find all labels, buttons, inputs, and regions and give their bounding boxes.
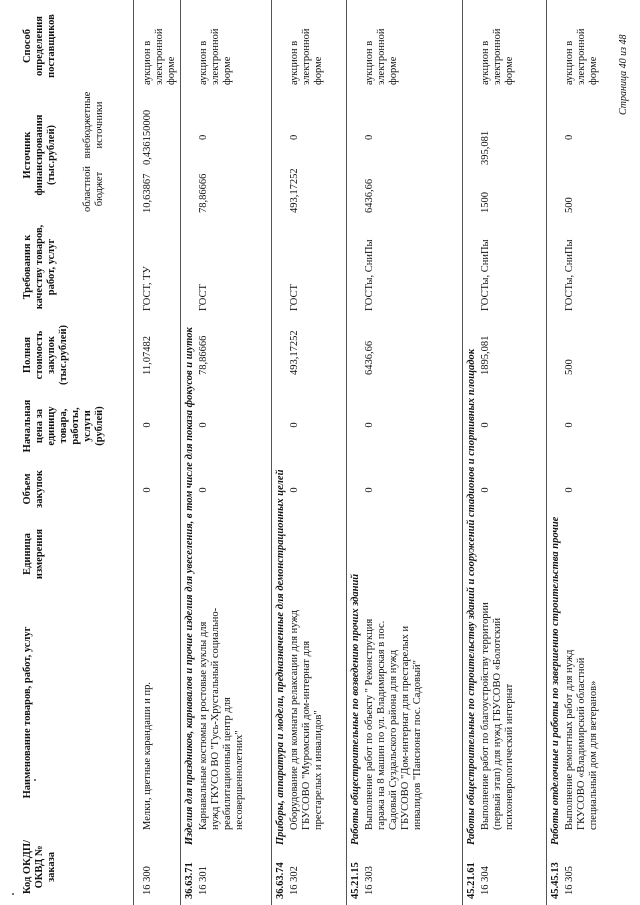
table-row-regional: 78,86666 bbox=[198, 173, 209, 213]
row-divider bbox=[346, 0, 347, 905]
table-row-volume: 0 bbox=[289, 487, 300, 493]
table-row-price: 0 bbox=[289, 422, 300, 428]
row-divider bbox=[546, 0, 547, 905]
table-row-code: 16 303 bbox=[364, 866, 375, 895]
section-title: Работы общестроительные по строительству зданий и сооружений стадионов и спортивных площадок bbox=[466, 348, 477, 845]
table-row-volume: 0 bbox=[564, 487, 575, 493]
table-row-requirements: ГОСТы, СниПы bbox=[364, 239, 375, 311]
section-title: Приборы, аппаратура и модели, предназначенные для демонстрационных целей bbox=[275, 469, 286, 845]
header-unit-price: Начальная цена за единицу товара, работы, услуги (рублей) bbox=[22, 399, 105, 453]
header-total-cost: Полная стоимость закупок (тыс.рублей) bbox=[22, 324, 69, 386]
table-row-method: аукцион в электронной форме bbox=[289, 28, 324, 85]
row-divider bbox=[271, 0, 272, 905]
table-row-volume: 0 bbox=[364, 487, 375, 493]
table-row-requirements: ГОСТ bbox=[289, 284, 300, 311]
row-divider bbox=[180, 0, 181, 905]
section-code: 36.63.74 bbox=[275, 862, 286, 899]
table-row-extra: 0 bbox=[564, 134, 575, 140]
row-divider bbox=[462, 0, 463, 905]
table-row-regional: 500 bbox=[564, 197, 575, 213]
page-number: Страница 40 из 48 bbox=[618, 34, 629, 115]
table-row-extra: 395,081 bbox=[480, 130, 491, 165]
row-divider bbox=[133, 0, 134, 905]
table-row-method: аукцион в электронной форме bbox=[142, 28, 177, 85]
table-row-requirements: ГОСТ bbox=[198, 284, 209, 311]
table-row-extra: 0 bbox=[364, 134, 375, 140]
table-row-extra: 0,436150000 bbox=[142, 109, 153, 165]
section-code: 45.45.13 bbox=[550, 862, 561, 899]
table-row-code: 16 300 bbox=[142, 866, 153, 895]
table-row-total: 78,86666 bbox=[198, 335, 209, 375]
table-row-volume: 0 bbox=[480, 487, 491, 493]
header-volume: Объем закупок bbox=[22, 470, 45, 508]
section-code: 45.21.61 bbox=[466, 862, 477, 899]
section-title: Изделия для праздников, карнавалов и прочие изделия для увеселения, в том числе для показа фокусов и шуток bbox=[184, 327, 195, 845]
table-row-name: Карнавальные костюмы и ростовые куклы для нужд ГКУСО ВО "Гусь-Хрустальный социально-реабилитационный центр для несовершеннолетних" bbox=[198, 607, 245, 830]
header-unit: Единица измерения bbox=[22, 528, 45, 580]
table-row-requirements: ГОСТ, ТУ bbox=[142, 266, 153, 311]
table-row-total: 493,17252 bbox=[289, 330, 300, 375]
table-row-price: 0 bbox=[480, 422, 491, 428]
table-row-price: 0 bbox=[364, 422, 375, 428]
table-row-method: аукцион в электронной форме bbox=[198, 28, 233, 85]
section-code: 36.63.71 bbox=[184, 862, 195, 899]
header-code: Код ОКДП/ ОКВД № заказа bbox=[22, 839, 57, 895]
header-funding: Источник финансирования (тыс.рублей) bbox=[22, 114, 57, 196]
header-name: Наименование товаров, работ, услуг bbox=[22, 626, 33, 799]
table-row-regional: 6436,66 bbox=[364, 178, 375, 213]
header-requirements: Требования к качеству товаров, работ, услуг bbox=[22, 224, 57, 310]
table-row-extra: 0 bbox=[289, 134, 300, 140]
table-row-code: 16 304 bbox=[480, 866, 491, 895]
table-row-name: Выполнение ремонтных работ для нужд ГКУСОВО «Владимирский областной специальный дом для ветеранов» bbox=[564, 649, 599, 830]
table-row-total: 1895,081 bbox=[480, 335, 491, 375]
table-row-total: 6436,66 bbox=[364, 340, 375, 375]
table-row-extra: 0 bbox=[198, 134, 209, 140]
table-row-name: Мелки, цветные карандаши и пр. bbox=[142, 682, 153, 830]
table-row-volume: 0 bbox=[142, 487, 153, 493]
table-row-code: 16 301 bbox=[198, 866, 209, 895]
table-row-code: 16 305 bbox=[564, 866, 575, 895]
table-row-code: 16 302 bbox=[289, 866, 300, 895]
table-row-requirements: ГОСТы, СниПы bbox=[480, 239, 491, 311]
table-row-price: 0 bbox=[198, 422, 209, 428]
section-title: Работы отделочные и работы по завершению строительства прочие bbox=[550, 516, 561, 845]
table-row-name: Выполнение работ по благоустройству территории (первый этап) для нужд ГБУСОВО «Болотский психоневрологический интернат bbox=[480, 602, 515, 830]
table-row-volume: 0 bbox=[198, 487, 209, 493]
table-row-regional: 10,63867 bbox=[142, 173, 153, 213]
table-row-requirements: ГОСТы, СниПы bbox=[564, 239, 575, 311]
section-title: Работы общестроительные по возведению прочих зданий bbox=[350, 573, 361, 845]
table-row-name: Выполнение работ по объекту " Реконструкция гаража на 8 машин по ул. Владимирская в пос. Садовый Суздальского района для нужд ГБУСОВО "Дом-интернат для престарелых и инвалидов "Пансионат пос. Садовый" bbox=[364, 618, 423, 830]
section-code: 45.21.15 bbox=[350, 862, 361, 899]
table-row-method: аукцион в электронной форме bbox=[364, 28, 399, 85]
table-row-total: 11,07482 bbox=[142, 336, 153, 375]
table-row-method: аукцион в электронной форме bbox=[480, 28, 515, 85]
header-method: Способ определения поставщиков bbox=[22, 14, 57, 78]
table-row-total: 500 bbox=[564, 359, 575, 375]
table-row-price: 0 bbox=[142, 422, 153, 428]
header-funding-regional: областной бюджет bbox=[82, 166, 105, 212]
table-row-method: аукцион в электронной форме bbox=[564, 28, 599, 85]
table-row-regional: 493,17252 bbox=[289, 168, 300, 213]
header-funding-extra: внебюджетные источники bbox=[82, 91, 105, 159]
table-row-name: Оборудование для комнаты релаксации для нужд ГБУСОВО "Муромский дом-интернат для престарелых и инвалидов" bbox=[289, 610, 324, 830]
table-row-price: 0 bbox=[564, 422, 575, 428]
table-row-regional: 1500 bbox=[480, 192, 491, 213]
